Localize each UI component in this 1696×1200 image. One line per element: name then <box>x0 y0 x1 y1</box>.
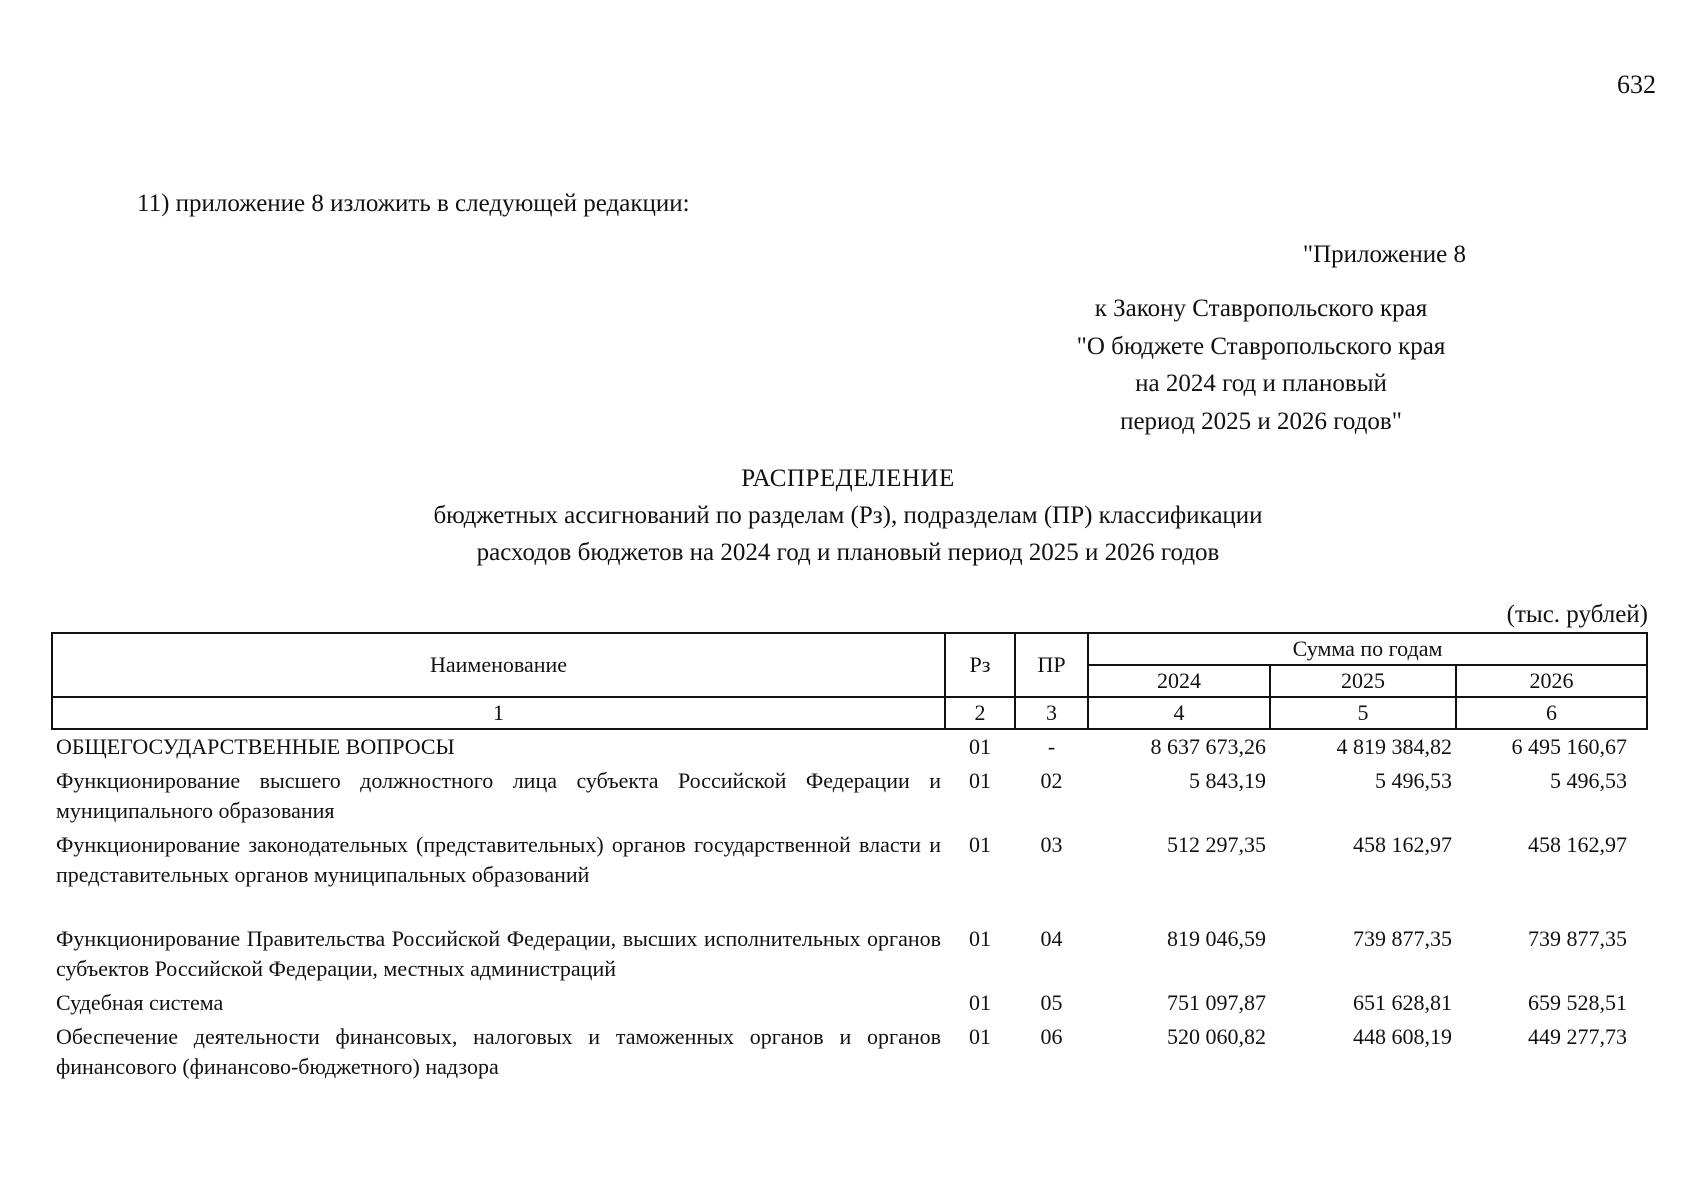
table-row <box>52 729 1647 764</box>
column-number: 1 <box>52 697 945 729</box>
row-amount-2024: 512 297,35 <box>1167 832 1266 857</box>
column-number: 3 <box>1015 697 1088 729</box>
row-rz: 01 <box>969 768 991 793</box>
page-number: 632 <box>1617 70 1656 99</box>
row-amount-2025: 739 877,35 <box>1353 926 1452 951</box>
column-number: 2 <box>945 697 1015 729</box>
row-rz: 01 <box>969 990 991 1015</box>
header-name: Наименование <box>52 633 945 697</box>
row-amount-2024: 819 046,59 <box>1167 926 1266 951</box>
row-name: Функционирование Правительства Российской Федерации, высших исполнительных органов субъектов Российской Федерации, местных администраций <box>56 926 941 981</box>
row-amount-2025: 448 608,19 <box>1353 1024 1452 1049</box>
row-amount-2024: 520 060,82 <box>1167 1024 1266 1049</box>
table-row <box>52 922 1647 986</box>
row-pr: - <box>1047 734 1056 759</box>
row-amount-2025: 4 819 384,82 <box>1336 734 1452 759</box>
row-pr: 02 <box>1040 768 1063 793</box>
row-name: Обеспечение деятельности финансовых, налоговых и таможенных органов и органов финансового (финансово-бюджетного) надзора <box>56 1024 941 1079</box>
row-amount-2025: 651 628,81 <box>1353 990 1452 1015</box>
appendix-law-reference <box>1026 290 1496 440</box>
row-name: ОБЩЕГОСУДАРСТВЕННЫЕ ВОПРОСЫ <box>56 734 455 759</box>
row-rz: 01 <box>969 1024 991 1049</box>
header-sum-by-years: Сумма по годам <box>1088 633 1647 665</box>
row-amount-2025: 458 162,97 <box>1353 832 1452 857</box>
row-pr: 03 <box>1040 832 1063 857</box>
column-number: 4 <box>1088 697 1270 729</box>
row-amount-2024: 5 843,19 <box>1189 768 1266 793</box>
row-pr: 06 <box>1040 1024 1063 1049</box>
table-row <box>52 986 1647 1020</box>
appendix-law-line: период 2025 и 2026 годов" <box>1120 407 1402 435</box>
row-rz: 01 <box>969 832 991 857</box>
header-rz: Рз <box>945 633 1015 697</box>
column-number: 5 <box>1270 697 1456 729</box>
document-title-line: расходов бюджетов на 2024 год и плановый период 2025 и 2026 годов <box>476 539 1220 566</box>
header-year: 2026 <box>1456 665 1647 697</box>
row-amount-2026: 5 496,53 <box>1550 768 1628 793</box>
row-amount-2026: 449 277,73 <box>1528 1024 1628 1049</box>
appendix-law-line: "О бюджете Ставропольского края <box>1076 332 1446 360</box>
header-year: 2024 <box>1088 665 1270 697</box>
document-title-main: РАСПРЕДЕЛЕНИЕ <box>741 465 955 492</box>
table-row <box>52 828 1647 922</box>
header-year: 2025 <box>1270 665 1456 697</box>
row-name: Функционирование высшего должностного лица субъекта Российской Федерации и муниципального образования <box>56 768 941 823</box>
row-rz: 01 <box>969 734 991 759</box>
row-amount-2024: 751 097,87 <box>1167 990 1266 1015</box>
row-amount-2026: 659 528,51 <box>1528 990 1628 1015</box>
appendix-law-line: к Закону Ставропольского края <box>1094 295 1428 322</box>
row-name: Судебная система <box>56 990 224 1015</box>
row-rz: 01 <box>969 926 991 951</box>
document-title <box>0 460 1696 571</box>
row-amount-2024: 8 637 673,26 <box>1150 734 1266 759</box>
document-title-line: бюджетных ассигнований по разделам (Рз), подразделам (ПР) классификации <box>433 502 1263 529</box>
budget-allocation-table <box>51 632 1648 1084</box>
appendix-law-line: на 2024 год и плановый <box>1135 370 1387 397</box>
table-row <box>52 764 1647 828</box>
appendix-label: "Приложение 8 <box>1302 241 1466 268</box>
row-pr: 04 <box>1040 926 1063 951</box>
units-note: (тыс. рублей) <box>1506 601 1648 628</box>
row-pr: 05 <box>1040 990 1063 1015</box>
amendment-instruction: 11) приложение 8 изложить в следующей редакции: <box>137 190 690 217</box>
row-amount-2025: 5 496,53 <box>1375 768 1452 793</box>
row-amount-2026: 458 162,97 <box>1528 832 1628 857</box>
row-amount-2026: 739 877,35 <box>1528 926 1628 951</box>
row-amount-2026: 6 495 160,67 <box>1511 734 1628 759</box>
row-name: Функционирование законодательных (представительных) органов государственной власти и представительных органов муниципальных образований <box>56 832 941 887</box>
table-row <box>52 1020 1647 1084</box>
column-number: 6 <box>1456 697 1647 729</box>
header-pr: ПР <box>1015 633 1088 697</box>
